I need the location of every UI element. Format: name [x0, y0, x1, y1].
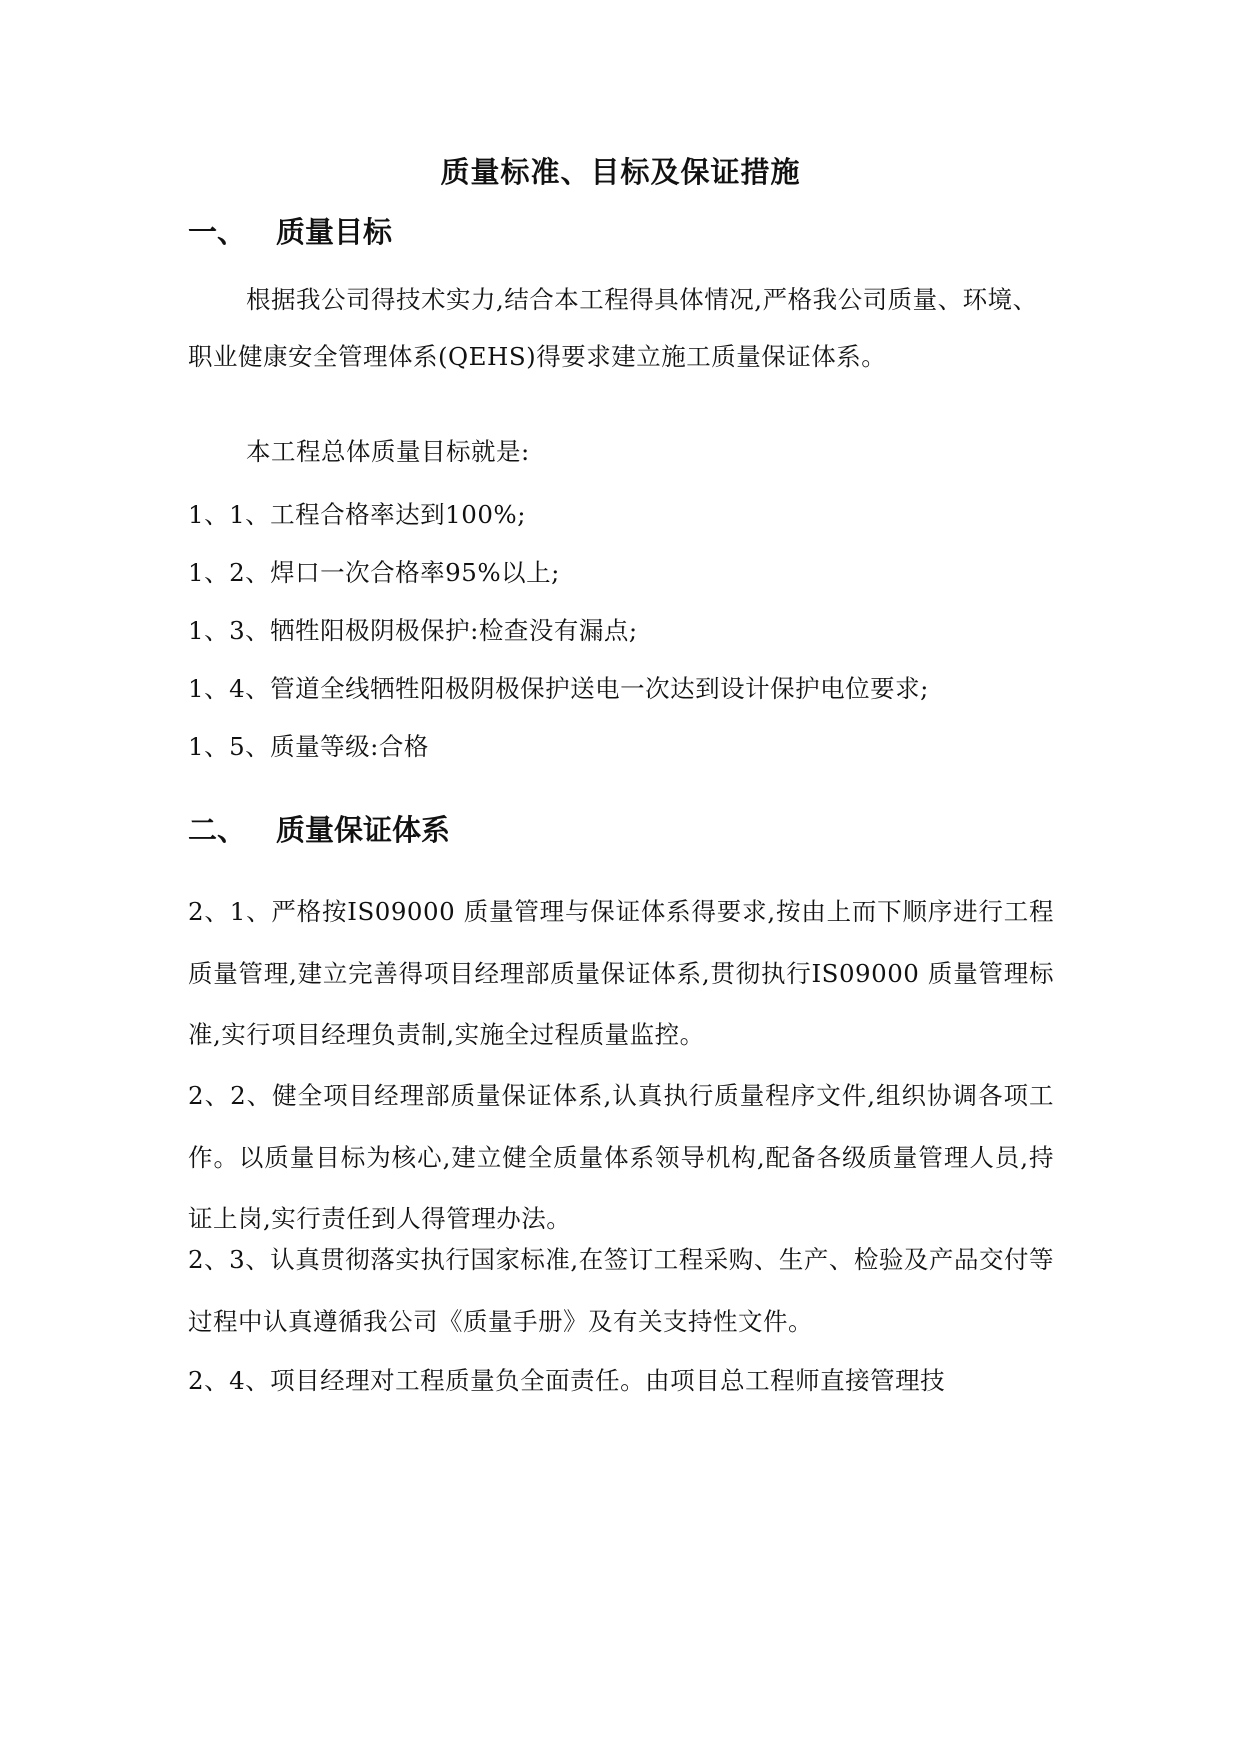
section-number: 二、	[188, 813, 247, 847]
section-heading-quality-assurance	[188, 810, 450, 850]
section-heading-quality-goals	[188, 212, 392, 252]
assurance-item: 2、2、健全项目经理部质量保证体系,认真执行质量程序文件,组织协调各项工作。以质量目标为核心,建立健全质量体系领导机构,配备各级质量管理人员,持证上岗,实行责任到人得管理办法。	[188, 1081, 1054, 1233]
document-title: 质量标准、目标及保证措施	[440, 155, 801, 189]
goal-item: 1、4、管道全线牺牲阳极阴极保护送电一次达到设计保护电位要求;	[188, 674, 929, 703]
intro-paragraph: 根据我公司得技术实力,结合本工程得具体情况,严格我公司质量、环境、职业健康安全管理体系(QEHS)得要求建立施工质量保证体系。	[188, 285, 1038, 371]
goal-item: 1、2、焊口一次合格率95%以上;	[188, 558, 560, 587]
goals-lead-text: 本工程总体质量目标就是:	[246, 437, 530, 466]
section-number: 一、	[188, 215, 247, 249]
section-title: 质量目标	[276, 215, 393, 249]
goal-item: 1、5、质量等级:合格	[188, 732, 429, 761]
goal-item: 1、1、工程合格率达到100%;	[188, 500, 526, 529]
section-title: 质量保证体系	[276, 813, 451, 847]
assurance-item: 2、1、严格按IS09000 质量管理与保证体系得要求,按由上而下顺序进行工程质量管理,建立完善得项目经理部质量保证体系,贯彻执行IS09000 质量管理标准,实行项目经理负责制,实施全过程质量监控。	[188, 897, 1054, 1049]
assurance-item: 2、3、认真贯彻落实执行国家标准,在签订工程采购、生产、检验及产品交付等过程中认真遵循我公司《质量手册》及有关支持性文件。	[188, 1245, 1054, 1336]
assurance-item: 2、4、项目经理对工程质量负全面责任。由项目总工程师直接管理技	[188, 1366, 946, 1395]
goal-item: 1、3、牺牲阳极阴极保护:检查没有漏点;	[188, 616, 638, 645]
